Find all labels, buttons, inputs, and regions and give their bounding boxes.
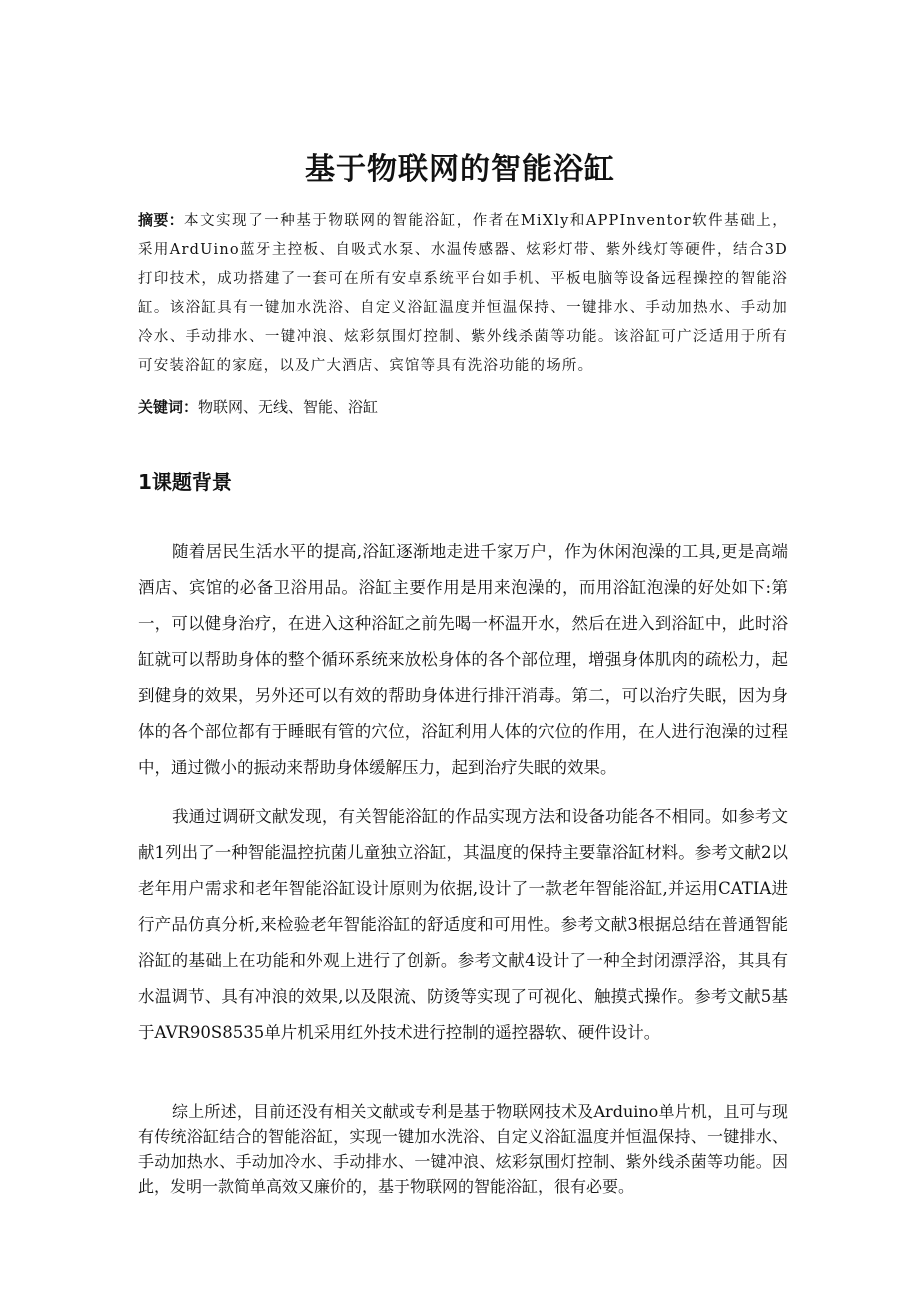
- document-title: 基于物联网的智能浴缸: [305, 152, 615, 187]
- keywords-text: 物联网、无线、智能、浴缸: [198, 398, 379, 416]
- keywords: [138, 394, 788, 420]
- body-paragraph: 综上所述，目前还没有相关文献或专利是基于物联网技术及Arduino单片机，且可与现有传统浴缸结合的智能浴缸，实现一键加水洗浴、自定义浴缸温度并恒温保持、一键排水、手动加热水、手动加冷水、手动排水、一键冲浪、炫彩氛围灯控制、紫外线杀菌等功能。因此，发明一款简单高效又廉价的，基于物联网的智能浴缸，很有必要。: [138, 1102, 788, 1196]
- abstract: [138, 206, 788, 381]
- body-paragraph: 随着居民生活水平的提高,浴缸逐渐地走进千家万户，作为休闲泡澡的工具,更是高端酒店、宾馆的必备卫浴用品。浴缸主要作用是用来泡澡的，而用浴缸泡澡的好处如下:第一，可以健身治疗，在进入这种浴缸之前先喝一杯温开水，然后在进入到浴缸中，此时浴缸就可以帮助身体的整个循环系统来放松身体的各个部位理，增强身体肌肉的疏松力，起到健身的效果，另外还可以有效的帮助身体进行排汗消毒。第二，可以治疗失眠，因为身体的各个部位都有于睡眠有管的穴位，浴缸利用人体的穴位的作用，在人进行泡澡的过程中，通过微小的振动来帮助身体缓解压力，起到治疗失眠的效果。: [138, 542, 788, 777]
- section-heading: 1课题背景: [138, 470, 232, 494]
- body-paragraph: 我通过调研文献发现，有关智能浴缸的作品实现方法和设备功能各不相同。如参考文献1列出了一种智能温控抗菌儿童独立浴缸，其温度的保持主要靠浴缸材料。参考文献2以老年用户需求和老年智能浴缸设计原则为依据,设计了一款老年智能浴缸,并运用CATIA进行产品仿真分析,来检验老年智能浴缸的舒适度和可用性。参考文献3根据总结在普通智能浴缸的基础上在功能和外观上进行了创新。参考文献4设计了一种全封闭漂浮浴，其具有水温调节、具有冲浪的效果,以及限流、防烫等实现了可视化、触摸式操作。参考文献5基于AVR90S8535单片机采用红外技术进行控制的遥控器软、硬件设计。: [138, 807, 788, 1042]
- abstract-label: 摘要：: [138, 211, 185, 229]
- keywords-label: 关键词：: [138, 398, 199, 416]
- abstract-text: 本文实现了一种基于物联网的智能浴缸，作者在MiXly和APPInventor软件基础上，采用ArdUino蓝牙主控板、自吸式水泵、水温传感器、炫彩灯带、紫外线灯等硬件，结合3D打印技术，成功搭建了一套可在所有安卓系统平台如手机、平板电脑等设备远程操控的智能浴缸。该浴缸具有一键加水洗浴、自定义浴缸温度并恒温保持、一键排水、手动加热水、手动加冷水、手动排水、一键冲浪、炫彩氛围灯控制、紫外线杀菌等功能。该浴缸可广泛适用于所有可安装浴缸的家庭，以及广大酒店、宾馆等具有洗浴功能的场所。: [138, 213, 788, 374]
